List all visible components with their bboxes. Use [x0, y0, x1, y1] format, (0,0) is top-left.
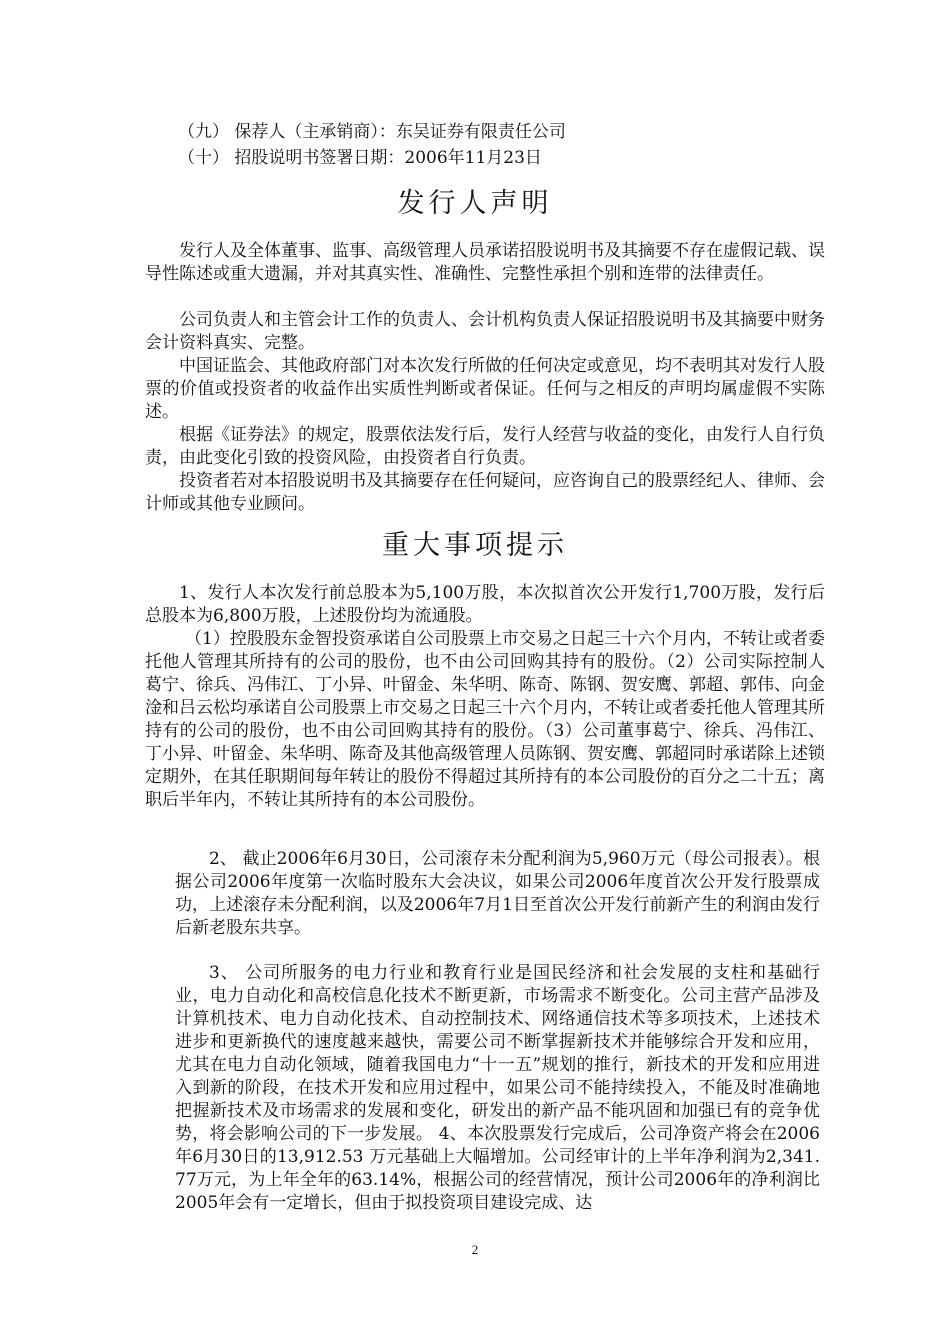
sponsor-line: （九） 保荐人（主承销商）：东吴证券有限责任公司 — [178, 122, 566, 142]
major-matter-item-3-4: 3、 公司所服务的电力行业和教育行业是国民经济和社会发展的支柱和基础行业，电力自动化和高校信息化技术不断更新，市场需求不断变化。公司主营产品涉及计算机技术、电力自动化技术、自动控制技术、网络通信技术等多项技术，上述技术进步和更新换代的速度越来越快，需要公司不断掌握新技术并能够综合开发和应用，尤其在电力自动化领域，随着我国电力“十一五”规划的推行，新技术的开发和应用进入到新的阶段，在技术开发和应用过程中，如果公司不能持续投入，不能及时准确地把握新技术及市场需求的发展和变化，研发出的新产品不能巩固和加强已有的竞争优势，将会影响公司的下一步发展。 4、本次股票发行完成后，公司净资产将会在2006年6月30日的13,912.53 万元基础上大幅增加。公司经审计的上半年净利润为2,341.77万元，为上年全年的63.14%，根据公司的经营情况，预计公司2006年的净利润比2005年会有一定增长，但由于拟投资项目建设完成、达 — [175, 963, 820, 1213]
sign-date-line: （十） 招股说明书签署日期：2006年11月23日 — [178, 148, 542, 168]
issuer-statement-paragraph: 发行人及全体董事、监事、高级管理人员承诺招股说明书及其摘要不存在虚假记载、误导性陈述或重大遗漏，并对其真实性、准确性、完整性承担个别和连带的法律责任。 — [145, 241, 825, 284]
issuer-statement-paragraph: 中国证监会、其他政府部门对本次发行所做的任何决定或意见，均不表明其对发行人股票的价值或投资者的收益作出实质性判断或者保证。任何与之相反的声明均属虚假不实陈述。 — [145, 356, 825, 422]
major-matter-item-2: 2、 截止2006年6月30日，公司滚存未分配利润为5,960万元（母公司报表）。根据公司2006年度第一次临时股东大会决议，如果公司2006年度首次公开发行股票成功，上述滚存未分配利润，以及2006年7月1日至首次公开发行前新产生的利润由发行后新老股东共享。 — [175, 849, 820, 938]
issuer-statement-paragraph: 投资者若对本招股说明书及其摘要存在任何疑问，应咨询自己的股票经纪人、律师、会计师或其他专业顾问。 — [145, 471, 825, 514]
issuer-statement-title: 发行人声明 — [397, 188, 553, 219]
page-number: 2 — [471, 1242, 479, 1257]
major-matter-item-1-commitments: （1）控股股东金智投资承诺自公司股票上市交易之日起三十六个月内，不转让或者委托他人管理其所持有的公司的股份，也不由公司回购其持有的股份。（2）公司实际控制人葛宁、徐兵、冯伟江、丁小异、叶留金、朱华明、陈奇、陈钢、贺安鹰、郭超、郭伟、向金淦和吕云松均承诺自公司股票上市交易之日起三十六个月内，不转让或者委托他人管理其所持有的公司的股份，也不由公司回购其持有的股份。（3）公司董事葛宁、徐兵、冯伟江、丁小异、叶留金、朱华明、陈奇及其他高级管理人员陈钢、贺安鹰、郭超同时承诺除上述锁定期外，在其任职期间每年转让的股份不得超过其所持有的本公司股份的百分之二十五；离职后半年内，不转让其所持有的本公司股份。 — [145, 629, 825, 810]
issuer-statement-paragraph: 公司负责人和主管会计工作的负责人、会计机构负责人保证招股说明书及其摘要中财务会计资料真实、完整。 — [145, 310, 825, 353]
major-matter-item-1: 1、发行人本次发行前总股本为5,100万股，本次拟首次公开发行1,700万股，发行后总股本为6,800万股，上述股份均为流通股。 — [145, 583, 825, 626]
issuer-statement-paragraph: 根据《证券法》的规定，股票依法发行后，发行人经营与收益的变化，由发行人自行负责，由此变化引致的投资风险，由投资者自行负责。 — [145, 425, 825, 468]
major-matters-title: 重大事项提示 — [382, 530, 568, 561]
